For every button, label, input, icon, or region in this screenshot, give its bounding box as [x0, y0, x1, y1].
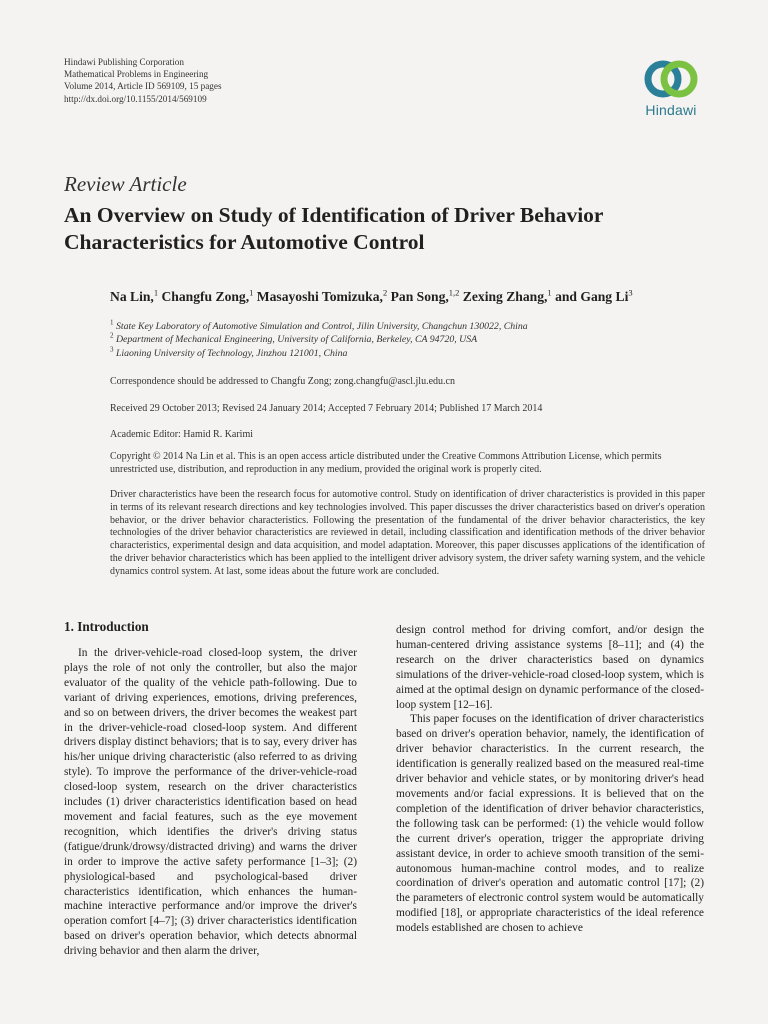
author-affil-mark: 2: [382, 287, 388, 298]
volume-info: Volume 2014, Article ID 569109, 15 pages: [64, 81, 222, 92]
article-type: Review Article: [64, 172, 187, 196]
title-line-2: Characteristics for Automotive Control: [64, 230, 425, 254]
author: Pan Song,: [390, 289, 449, 304]
publication-dates: Received 29 October 2013; Revised 24 January 2014; Accepted 7 February 2014; Published 17 March 2014: [110, 403, 543, 414]
author: Changfu Zong,: [161, 289, 250, 304]
right-column: [396, 623, 704, 936]
affiliation: [110, 347, 528, 360]
logo-text: Hindawi: [645, 102, 697, 118]
affiliation: [110, 320, 528, 333]
author: and Gang Li: [555, 289, 629, 304]
title-line-1: An Overview on Study of Identification of Driver Behavior: [64, 203, 604, 227]
journal-name: Mathematical Problems in Engineering: [64, 69, 209, 80]
author-affil-mark: 1: [249, 287, 254, 298]
copyright-notice: Copyright © 2014 Na Lin et al. This is an open access article distributed under the Creative Commons Attribution License, which permits unrestricted use, distribution, and reproduction in any medium, provided the original work is properly cited.: [110, 451, 662, 475]
affiliation-text: Liaoning University of Technology, Jinzhou 121001, China: [115, 347, 348, 359]
author: Zexing Zhang,: [462, 289, 548, 304]
body-paragraph: In the driver-vehicle-road closed-loop system, the driver plays the role of not only the controller, but also the major evaluator of the quality of the vehicle path-following. Due to variant of driving experiences, emotions, driving preferences, and so on between drivers, the driver becomes the weakest part in the driver-vehicle-road closed-loop system. And different drivers display distinct behaviors; that is to say, every driver has his/her unique driving characteristic (also referred to as driving style). To improve the performance of the driver-vehicle-road closed-loop system, research on the driver characteristics includes (1) driver characteristics identification based on head movement and facial features, such as the eye movement recognition, which identifies the driver's driving status (fatigue/drunk/drowsy/distracted driving) and warns the driver in order to improve the active safety performance [1–3]; (2) physiological-based and psychological-based driver characteristics identification, which enhances the human-machine interactive performance and/or improve the driver's operation comfort [4–7]; (3) driver characteristics identification based on driver's operation behavior, which detects abnormal driving behavior and then alarm the driver,: [64, 647, 357, 958]
correspondence: Correspondence should be addressed to Changfu Zong; zong.changfu@ascl.jlu.edu.cn: [110, 376, 455, 387]
author-list: [110, 289, 750, 305]
section-heading: 1. Introduction: [64, 619, 149, 634]
abstract: Driver characteristics have been the research focus for automotive control. Study on identification of driver characteristics is provided in this paper in terms of its relevant research directions and key technologies involved. This paper discusses the driver characteristics based on driver's operation behavior, or the driver behavior characteristics. Following the presentation of the fundamental of the driver behavior characteristics, the key technologies of the driver behavior characteristics are reviewed in detail, including classification and identification methods of the driver behavior characteristics, experimental design and data acquisition, and model adaptation. Moreover, this paper discusses applications of the identification of the driver behavior characteristics which has been applied to the intelligent driver advisory system, the driver safety warning system, and the vehicle dynamics control system. At last, some ideas about the future work are concluded.: [110, 489, 705, 577]
author-affil-mark: 1: [153, 287, 159, 298]
academic-editor: Academic Editor: Hamid R. Karimi: [110, 429, 254, 440]
body-paragraph: This paper focuses on the identification of driver characteristics based on driver's operation behavior, namely, the identification of driver behavior characteristics. In the current research, the identification is generally realized based on the measured real-time driver behavior and vehicle states, or by monitoring driver's head movements and/or facial expressions. It is believed that on the completion of the identification of driver behavior characteristics, the following task can be performed: (1) the vehicle would follow the current driver's operation, trigger the appropriate driving assistant device, in order to achieve smooth transition of the semi-autonomous human-machine control modes, and to realize coordination of driver's operation and automatic control [17]; (2) the parameters of electronic control system would be automatically modified [18], or appropriate characteristics of the ideal reference models established are chosen to achieve: [396, 713, 704, 935]
publisher-name: Hindawi Publishing Corporation: [64, 57, 184, 67]
author-affil-mark: 1,2: [448, 287, 460, 298]
affiliation-number: 2: [110, 332, 114, 341]
paper-title: [64, 202, 714, 256]
affiliation-text: State Key Laboratory of Automotive Simulation and Control, Jilin University, Changchun 130022, China: [115, 321, 528, 332]
journal-header: [64, 56, 222, 105]
author-affil-mark: 3: [628, 287, 633, 298]
doi-link[interactable]: http://dx.doi.org/10.1155/2014/569109: [64, 93, 207, 104]
affiliation: [110, 333, 528, 346]
affiliation-text: Department of Mechanical Engineering, University of California, Berkeley, CA 94720, USA: [115, 334, 478, 346]
author: Masayoshi Tomizuka,: [256, 289, 383, 304]
author-affil-mark: 1: [547, 287, 552, 298]
author: Na Lin,: [110, 289, 154, 304]
affiliation-number: 3: [110, 345, 114, 354]
body-paragraph: design control method for driving comfort, and/or design the human-centered driving assistance systems [8–11]; and (4) the research on the driver characteristics based on dynamics simulations of the driver-vehicle-road closed-loop system, which is aimed at the optimal design on dynamic performance of the closed-loop system [12–16].: [396, 624, 704, 711]
left-column: [64, 646, 357, 959]
hindawi-logo-icon: [641, 58, 701, 100]
affiliation-number: 1: [110, 318, 114, 327]
hindawi-logo: [636, 58, 706, 118]
affiliation-list: [110, 320, 528, 360]
